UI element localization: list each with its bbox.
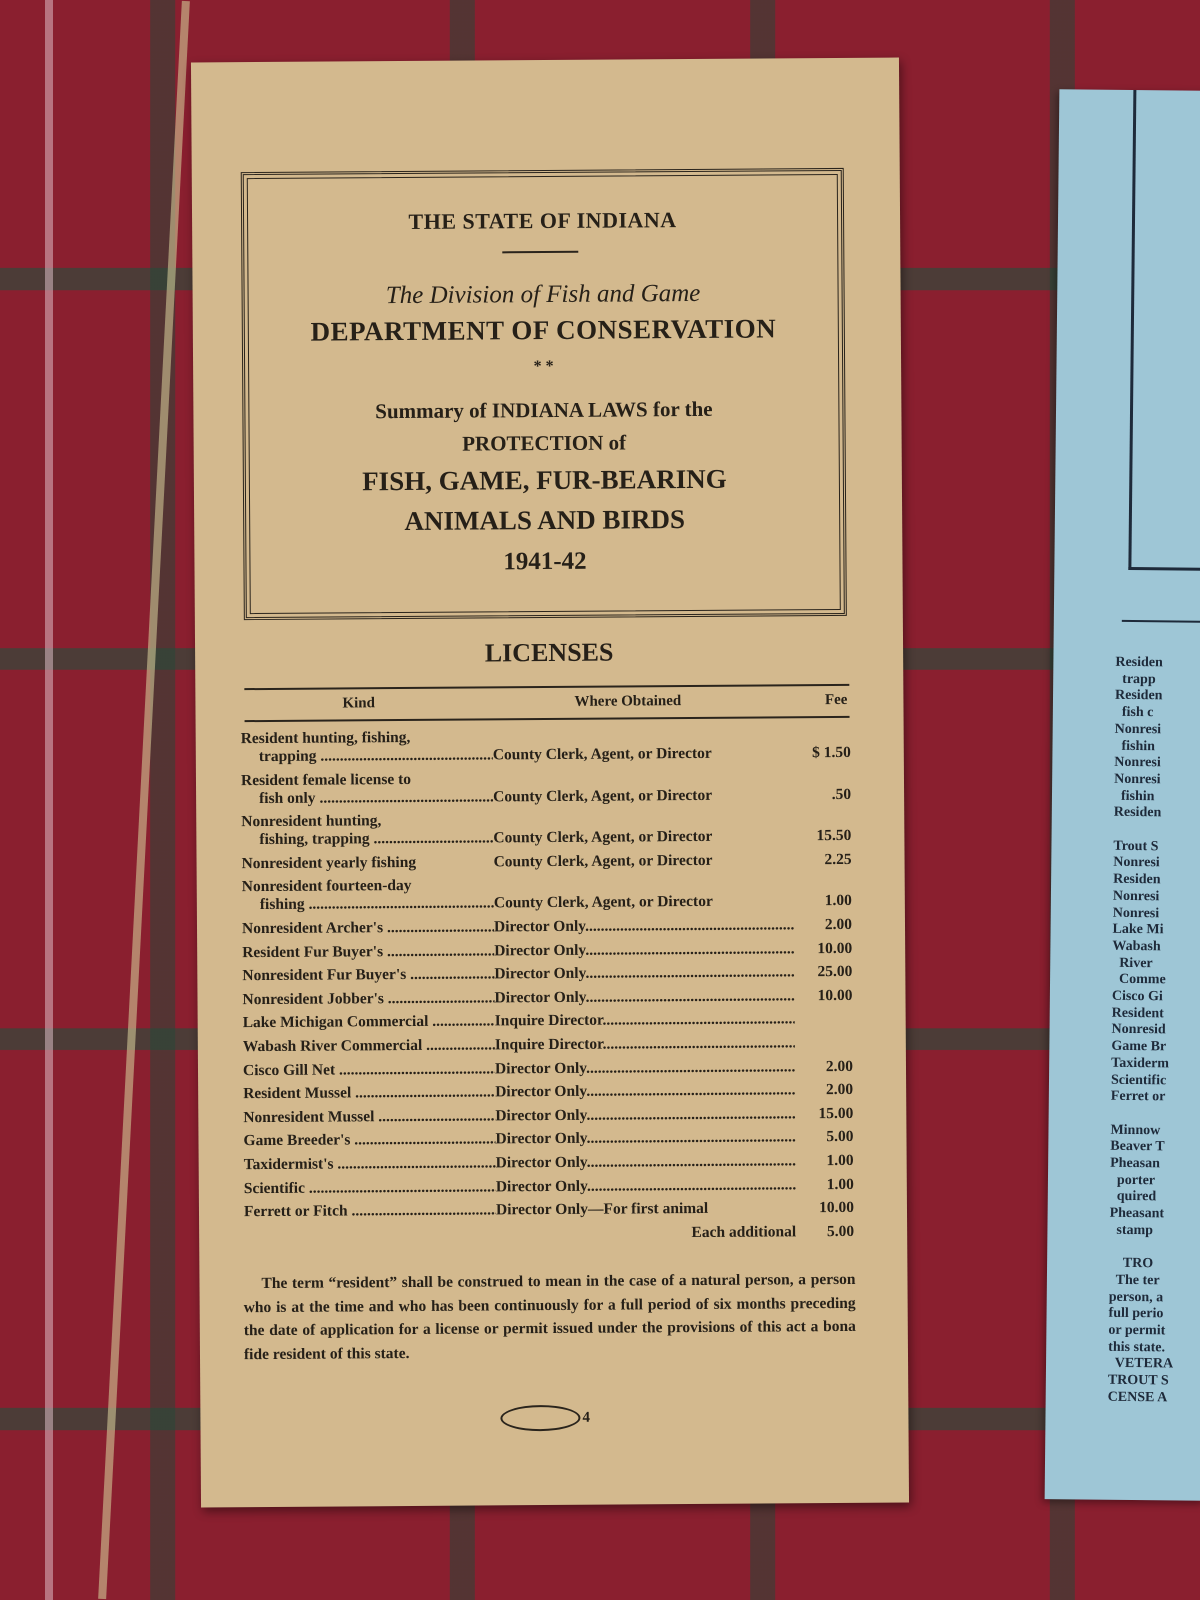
license-kind: Taxidermist's .....	[244, 1154, 496, 1174]
blue-text-line: Comme	[1111, 972, 1166, 988]
blue-text-line: Pheasant	[1109, 1205, 1165, 1222]
column-fee: Fee	[824, 691, 848, 709]
blue-text-line: quired	[1109, 1189, 1157, 1205]
license-kind: fishing, trapping .....	[241, 830, 493, 850]
kind-first-line: Nonresident hunting,	[241, 812, 382, 831]
license-kind: Nonresident Jobber's .....	[242, 989, 494, 1009]
license-kind: Game Breeder's .....	[243, 1131, 495, 1151]
years: 1941-42	[503, 547, 587, 576]
table-row	[242, 916, 852, 938]
blue-text-line: Wabash	[1112, 938, 1161, 955]
blue-title-frame	[1128, 90, 1200, 571]
resident-definition: The term “resident” shall be construed to mean in the case of a natural person, a person who is at the time and who has been continuously for a full period of six months preceding the date of application for a license or permit issued under the provisions of this act a bona fide resident of this state.	[243, 1270, 856, 1363]
blue-text-line: Residen	[1115, 654, 1163, 671]
license-fee: 1.00	[826, 1151, 854, 1169]
table-row	[244, 1175, 854, 1197]
kind-first-line: Resident female license to	[240, 770, 412, 789]
state-heading: THE STATE OF INDIANA	[408, 207, 677, 234]
plaid-stripe	[45, 0, 53, 1600]
blue-text-line: this state.	[1108, 1339, 1166, 1356]
where-obtained: Director Only .....	[495, 1105, 795, 1125]
license-fee: 2.00	[824, 915, 853, 934]
subject-line-1: FISH, GAME, FUR-BEARING	[362, 463, 727, 497]
where-obtained: Each additional	[691, 1222, 797, 1241]
title-frame	[241, 168, 847, 620]
blue-text-line: Trout S	[1113, 838, 1159, 854]
blue-text-line	[1111, 1106, 1176, 1123]
blue-divider	[1122, 620, 1200, 623]
blue-text-line: Beaver T	[1110, 1139, 1165, 1155]
blue-text-line: Ferret or	[1110, 1089, 1166, 1105]
table-row	[241, 726, 851, 766]
plaid-stripe	[98, 1, 190, 1599]
where-obtained: County Clerk, Agent, or Director	[493, 786, 713, 805]
blue-text-line: The ter	[1108, 1272, 1160, 1289]
license-fee: 1.00	[826, 1175, 854, 1193]
blue-text-line: or permit	[1108, 1322, 1166, 1339]
blue-text-line: Lake Mi	[1112, 922, 1164, 938]
license-kind: Nonresident Mussel .....	[243, 1107, 495, 1127]
license-kind: Nonresident yearly fishing	[241, 853, 417, 872]
license-fee: $ 1.50	[811, 743, 851, 762]
license-fee: 15.00	[818, 1104, 854, 1122]
blue-text-line	[1114, 822, 1179, 839]
license-kind: Ferrett or Fitch .....	[244, 1201, 496, 1221]
kind-first-line: Nonresident fourteen-day	[241, 877, 412, 896]
where-obtained: Director Only .....	[495, 1129, 795, 1149]
license-kind: Cisco Gill Net .....	[243, 1060, 495, 1080]
table-row	[243, 1081, 853, 1103]
blue-text-line: Nonresid	[1111, 1022, 1166, 1038]
where-obtained: Director Only .....	[494, 987, 794, 1007]
blue-leaflet	[1045, 89, 1200, 1501]
license-fee: .50	[831, 785, 852, 803]
blue-text-line: Residen	[1113, 805, 1162, 821]
where-obtained: Director Only .....	[494, 916, 794, 936]
kind-first-line: Resident hunting, fishing,	[240, 728, 411, 748]
license-kind: Scientific .....	[244, 1178, 496, 1198]
blue-text-line: Cisco Gi	[1111, 988, 1163, 1005]
license-fee: 25.00	[817, 963, 853, 981]
blue-text-line: stamp	[1109, 1222, 1154, 1239]
license-fee: 10.00	[817, 939, 853, 957]
union-label-logo	[500, 1405, 580, 1432]
where-obtained: Director Only .....	[496, 1176, 796, 1196]
subject-line-2: ANIMALS AND BIRDS	[404, 504, 686, 537]
license-fee: 2.25	[824, 850, 852, 868]
blue-text-line: VETERA	[1107, 1356, 1174, 1372]
where-obtained: Director Only—For first animal	[495, 1199, 709, 1219]
table-row	[243, 1010, 853, 1032]
table-row	[242, 987, 852, 1009]
where-obtained: Director Only .....	[494, 963, 794, 983]
where-obtained: Director Only .....	[495, 1081, 795, 1101]
where-obtained: Director Only .....	[496, 1152, 796, 1172]
license-kind: trapping .....	[241, 746, 493, 766]
table-row	[244, 1223, 854, 1245]
blue-text-line: person, a	[1108, 1289, 1164, 1306]
where-obtained: County Clerk, Agent, or Director	[492, 744, 712, 764]
protection-line: PROTECTION of	[462, 430, 627, 456]
license-fee	[795, 1034, 853, 1052]
license-kind: Resident Mussel .....	[243, 1084, 495, 1104]
blue-text-line: Nonresi	[1114, 721, 1162, 738]
license-fee: 15.50	[816, 827, 852, 845]
table-row	[242, 963, 852, 985]
department-name: DEPARTMENT OF CONSERVATION	[310, 313, 777, 347]
blue-text-line: Nonresi	[1114, 755, 1161, 771]
table-row	[243, 1128, 853, 1150]
table-row	[243, 1034, 853, 1056]
stars-ornament: * *	[533, 357, 554, 376]
blue-text-line: fish c	[1114, 704, 1154, 721]
table-row	[241, 809, 851, 849]
license-kind: Nonresident Archer's .....	[242, 918, 494, 938]
license-kind: Nonresident Fur Buyer's .....	[242, 966, 494, 986]
license-kind	[244, 1225, 496, 1245]
blue-text-line: fishin	[1113, 788, 1155, 804]
blue-text-line: Game Br	[1111, 1038, 1167, 1055]
division-name: The Division of Fish and Game	[385, 279, 701, 310]
license-fee: 5.00	[826, 1222, 855, 1240]
license-fee: 10.00	[817, 986, 853, 1004]
license-kind: Resident Fur Buyer's .....	[242, 942, 494, 962]
table-row	[243, 1105, 853, 1127]
where-obtained: Inquire Director .....	[495, 1034, 795, 1054]
license-leaflet	[191, 58, 909, 1508]
blue-text-line: Nonresi	[1113, 855, 1160, 871]
where-obtained: Director Only .....	[495, 1058, 795, 1078]
table-row	[242, 939, 852, 961]
license-fee: 2.00	[825, 1057, 854, 1075]
table-row	[241, 851, 851, 873]
license-fee: 1.00	[824, 892, 852, 910]
section-title: LICENSES	[484, 637, 614, 668]
table-row	[244, 1199, 854, 1221]
blue-text-line: full perio	[1108, 1306, 1164, 1322]
license-fee: 10.00	[819, 1198, 855, 1217]
column-kind: Kind	[342, 695, 376, 712]
license-kind: fish only .....	[241, 788, 493, 808]
blue-text-line: Nonresi	[1112, 888, 1160, 905]
license-kind: fishing .....	[242, 895, 494, 915]
footer	[500, 1405, 590, 1432]
blue-text-line: Nonresi	[1114, 771, 1161, 788]
table-row	[241, 767, 851, 807]
blue-text-line: Pheasan	[1110, 1155, 1161, 1172]
where-obtained: Inquire Director .....	[495, 1011, 795, 1031]
license-kind: Lake Michigan Commercial .....	[243, 1013, 495, 1033]
blue-text-line: porter	[1109, 1172, 1156, 1189]
blue-text-line	[1109, 1239, 1174, 1256]
where-obtained: County Clerk, Agent, or Director	[493, 893, 713, 912]
license-fee: 2.00	[825, 1081, 854, 1099]
blue-text-line: TRO	[1109, 1256, 1154, 1272]
blue-text-line: Nonresi	[1112, 905, 1160, 921]
page-number: 4	[582, 1409, 590, 1426]
table-header	[244, 684, 849, 722]
blue-text-line: Residen	[1114, 688, 1163, 704]
blue-text-line: trapp	[1115, 671, 1156, 687]
blue-text-line: TROUT S	[1107, 1372, 1169, 1389]
blue-text-line: Resident	[1111, 1005, 1164, 1022]
where-obtained: County Clerk, Agent, or Director	[493, 828, 713, 847]
blue-text-line: fishin	[1114, 738, 1156, 754]
blue-text-line: CENSE A	[1107, 1389, 1168, 1406]
license-table	[241, 726, 855, 1251]
where-obtained: Director Only .....	[494, 940, 794, 960]
table-row	[244, 1152, 854, 1174]
blue-text-line: River	[1112, 955, 1153, 971]
table-row	[243, 1057, 853, 1079]
blue-text-line: Scientific	[1110, 1072, 1167, 1088]
where-obtained: County Clerk, Agent, or Director	[493, 851, 713, 871]
license-kind: Wabash River Commercial .....	[243, 1036, 495, 1056]
blue-text	[1108, 655, 1181, 1407]
license-fee	[795, 1010, 853, 1028]
blue-text-line: Residen	[1113, 871, 1161, 888]
table-row	[242, 874, 852, 914]
license-fee: 5.00	[826, 1128, 854, 1146]
blue-text-line: Minnow	[1110, 1122, 1161, 1138]
column-where: Where Obtained	[574, 693, 682, 710]
summary-line: Summary of INDIANA LAWS for the	[375, 396, 713, 424]
blue-text-line: Taxiderm	[1111, 1055, 1170, 1072]
